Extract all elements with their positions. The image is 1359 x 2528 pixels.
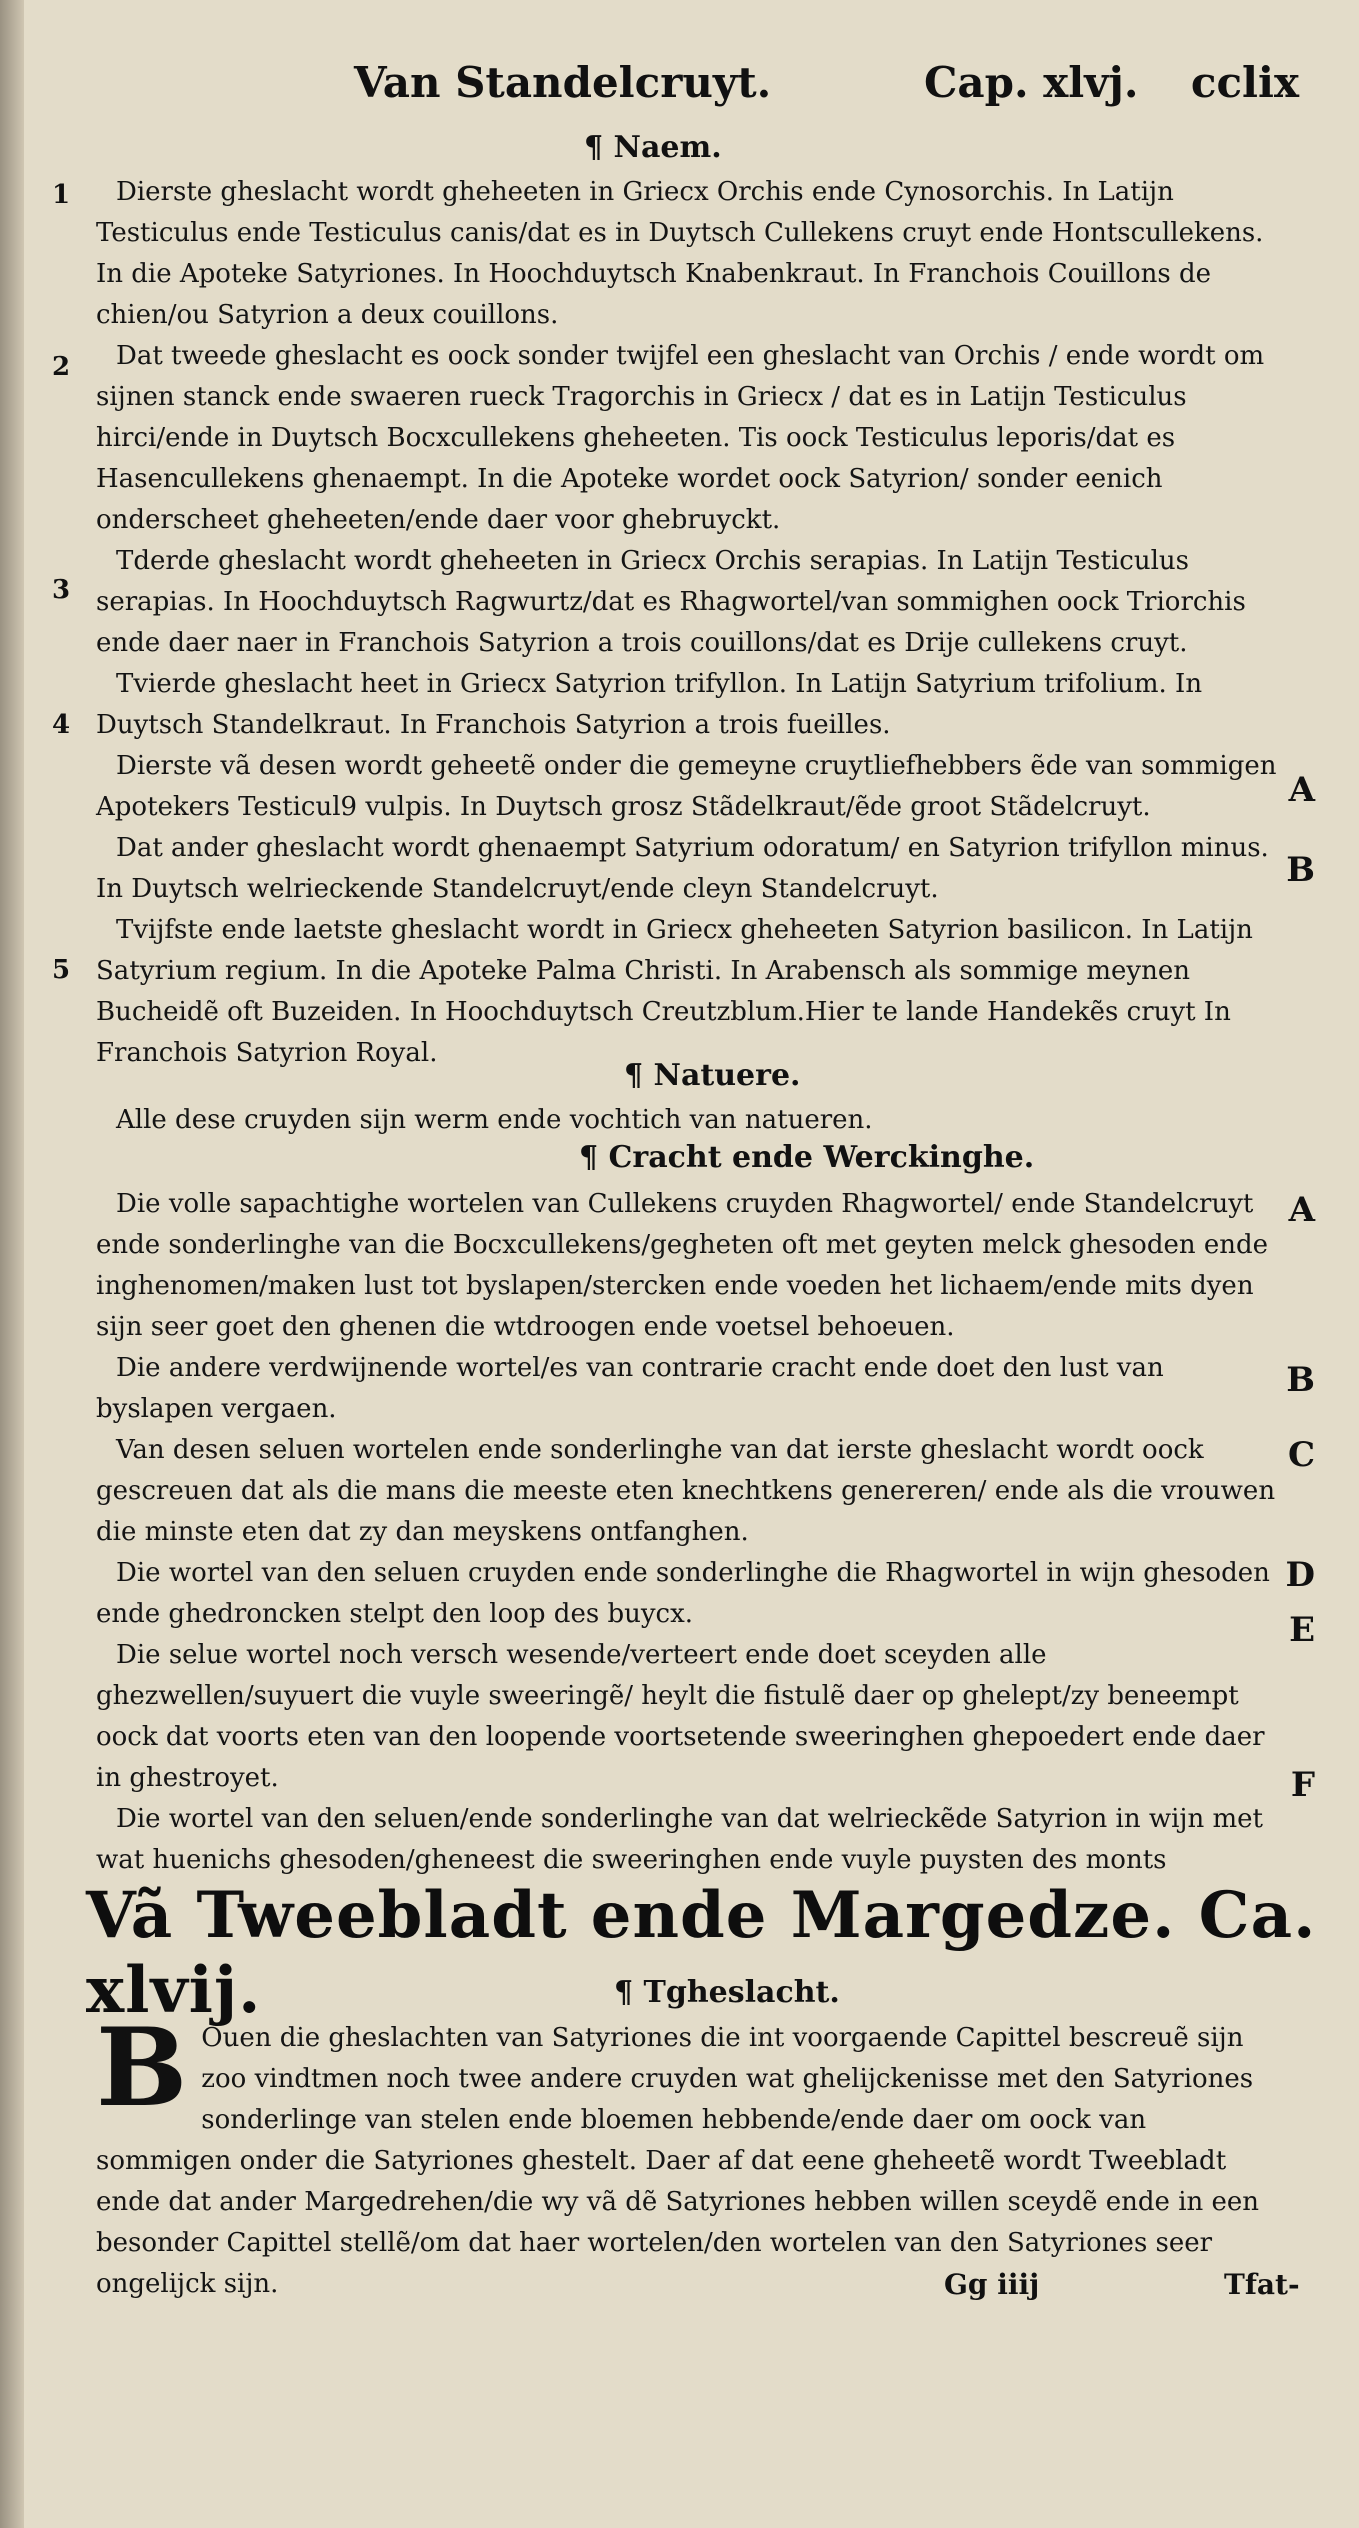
margin-number: 5 (52, 955, 71, 985)
geslacht-text (96, 2005, 1289, 2305)
paragraph: Die wortel van den seluen/ende sonderlinghe van dat welrieckẽde Satyrion in wijn met wat huenichs ghesoden/gheneest die sweeringhen ende vuyle puysten des monts (96, 1804, 1263, 1875)
section-heading-geslacht: ¶ Tgheslacht. (614, 1975, 840, 2010)
paragraph: Die andere verdwijnende wortel/es van contrarie cracht ende doet den lust van byslapen vergaen. (96, 1353, 1164, 1424)
section-heading-naem: ¶ Naem. (584, 130, 722, 165)
folio-number: cclix (1190, 58, 1299, 107)
catchword: Tfat- (1224, 2268, 1300, 2301)
paragraph: Tvijfste ende laetste gheslacht wordt in Griecx gheheeten Satyrion basilicon. In Latijn Satyrium regium. In die Apoteke Palma Christi. In Arabensch als sommige meynen Bucheidẽ oft Buzeiden. In Hoochduytsch Creutzblum.Hier te lande Handekẽs cruyt In Franchois Satyrion Royal. (96, 915, 1253, 1068)
margin-letter: C (1287, 1435, 1315, 1475)
margin-letter: D (1285, 1555, 1315, 1595)
section-heading-natuere: ¶ Natuere. (624, 1058, 801, 1093)
margin-letter: A (1288, 1190, 1315, 1230)
paragraph: Die wortel van den seluen cruyden ende sonderlinghe die Rhagwortel in wijn ghesoden ende ghedroncken stelpt den loop des buycx. (96, 1558, 1270, 1629)
signature-mark: Gg iiij (944, 2268, 1040, 2301)
chapter-number: Cap. xlvj. (924, 58, 1139, 107)
chapter-running-title: Van Standelcruyt. (354, 58, 772, 107)
naem-text (96, 172, 1289, 1074)
paragraph: Die selue wortel noch versch wesende/verteert ende doet sceyden alle ghezwellen/suyuert die vuyle sweeringẽ/ heylt die fistulẽ daer op ghelept/zy beneempt oock dat voorts eten van den loopende voortsetende sweeringhen ghepoedert ende daer in ghestroyet. (96, 1640, 1265, 1793)
chapter-title: Vã Tweebladt ende Margedze. Ca. xlvij. (86, 1878, 1317, 2028)
cracht-text (96, 1184, 1289, 1881)
paragraph: Tvierde gheslacht heet in Griecx Satyrion trifyllon. In Latijn Satyrium trifolium. In Duytsch Standelkraut. In Franchois Satyrion a trois fueilles. (96, 669, 1203, 740)
section-heading-cracht: ¶ Cracht ende Werckinghe. (579, 1140, 1035, 1175)
running-header (354, 48, 1299, 128)
paragraph: Tderde gheslacht wordt gheheeten in Griecx Orchis serapias. In Latijn Testiculus serapias. In Hoochduytsch Ragwurtz/dat es Rhagwortel/van sommighen oock Triorchis ende daer naer in Franchois Satyrion a trois couillons/dat es Drije cullekens cruyt. (96, 546, 1246, 658)
paragraph: Dierste gheslacht wordt gheheeten in Griecx Orchis ende Cynosorchis. In Latijn Testiculus ende Testiculus canis/dat es in Duytsch Cullekens cruyt ende Hontscullekens. In die Apoteke Satyriones. In Hoochduytsch Knabenkraut. In Franchois Couillons de chien/ou Satyrion a deux couillons. (96, 177, 1264, 330)
paragraph: Van desen seluen wortelen ende sonderlinghe van dat ierste gheslacht wordt oock gescreuen dat als die mans die meeste eten knechtkens genereren/ ende als die vrouwen die minste eten dat zy dan meyskens ontfanghen. (96, 1435, 1276, 1547)
margin-letter: A (1288, 770, 1315, 810)
margin-number: 1 (52, 180, 71, 210)
printed-sheet (24, 0, 1359, 2528)
margin-letter: B (1286, 1360, 1315, 1400)
margin-letter: E (1289, 1610, 1315, 1650)
book-gutter (0, 0, 24, 2528)
natuere-text (96, 1100, 1289, 1141)
margin-letter: F (1290, 1765, 1315, 1805)
drop-cap: B (96, 2005, 188, 2131)
paragraph: Die volle sapachtighe wortelen van Cullekens cruyden Rhagwortel/ ende Standelcruyt ende sonderlinghe van die Bocxcullekens/gegheten oft met geyten melck ghesoden ende inghenomen/maken lust tot byslapen/stercken ende voeden het lichaem/ende mits dyen sijn seer goet den ghenen die wtdroogen ende voetsel behoeuen. (96, 1189, 1269, 1342)
paragraph: Dat ander gheslacht wordt ghenaempt Satyrium odoratum/ en Satyrion trifyllon minus. In Duytsch welrieckende Standelcruyt/ende cleyn Standelcruyt. (96, 833, 1269, 904)
paragraph: Dierste vã desen wordt geheetẽ onder die gemeyne cruytliefhebbers ẽde van sommigen Apotekers Testicul9 vulpis. In Duytsch grosz Stãdelkraut/ẽde groot Stãdelcruyt. (96, 751, 1277, 822)
margin-letter: B (1286, 850, 1315, 890)
paragraph: Ouen die gheslachten van Satyriones die int voorgaende Capittel bescreuẽ sijn zoo vindtmen noch twee andere cruyden wat ghelijckenisse met den Satyriones sonderlinge van stelen ende bloemen hebbende/ende daer om oock van sommigen onder die Satyriones ghestelt. Daer af dat eene gheheetẽ wordt Tweebladt ende dat ander Margedrehen/die wy vã dẽ Satyriones hebben willen sceydẽ ende in een besonder Capittel stellẽ/om dat haer wortelen/den wortelen van den Satyriones seer ongelijck sijn. (96, 2023, 1260, 2299)
paragraph: Alle dese cruyden sijn werm ende vochtich van natueren. (116, 1105, 873, 1135)
margin-number: 4 (52, 710, 71, 740)
paragraph: Dat tweede gheslacht es oock sonder twijfel een gheslacht van Orchis / ende wordt om sijnen stanck ende swaeren rueck Tragorchis in Griecx / dat es in Latijn Testiculus hirci/ende in Duytsch Bocxcullekens gheheeten. Tis oock Testiculus leporis/dat es Hasencullekens ghenaempt. In die Apoteke wordet oock Satyrion/ sonder eenich onderscheet gheheeten/ende daer voor ghebruyckt. (96, 341, 1265, 535)
margin-number: 3 (52, 575, 71, 605)
margin-number: 2 (52, 352, 71, 382)
